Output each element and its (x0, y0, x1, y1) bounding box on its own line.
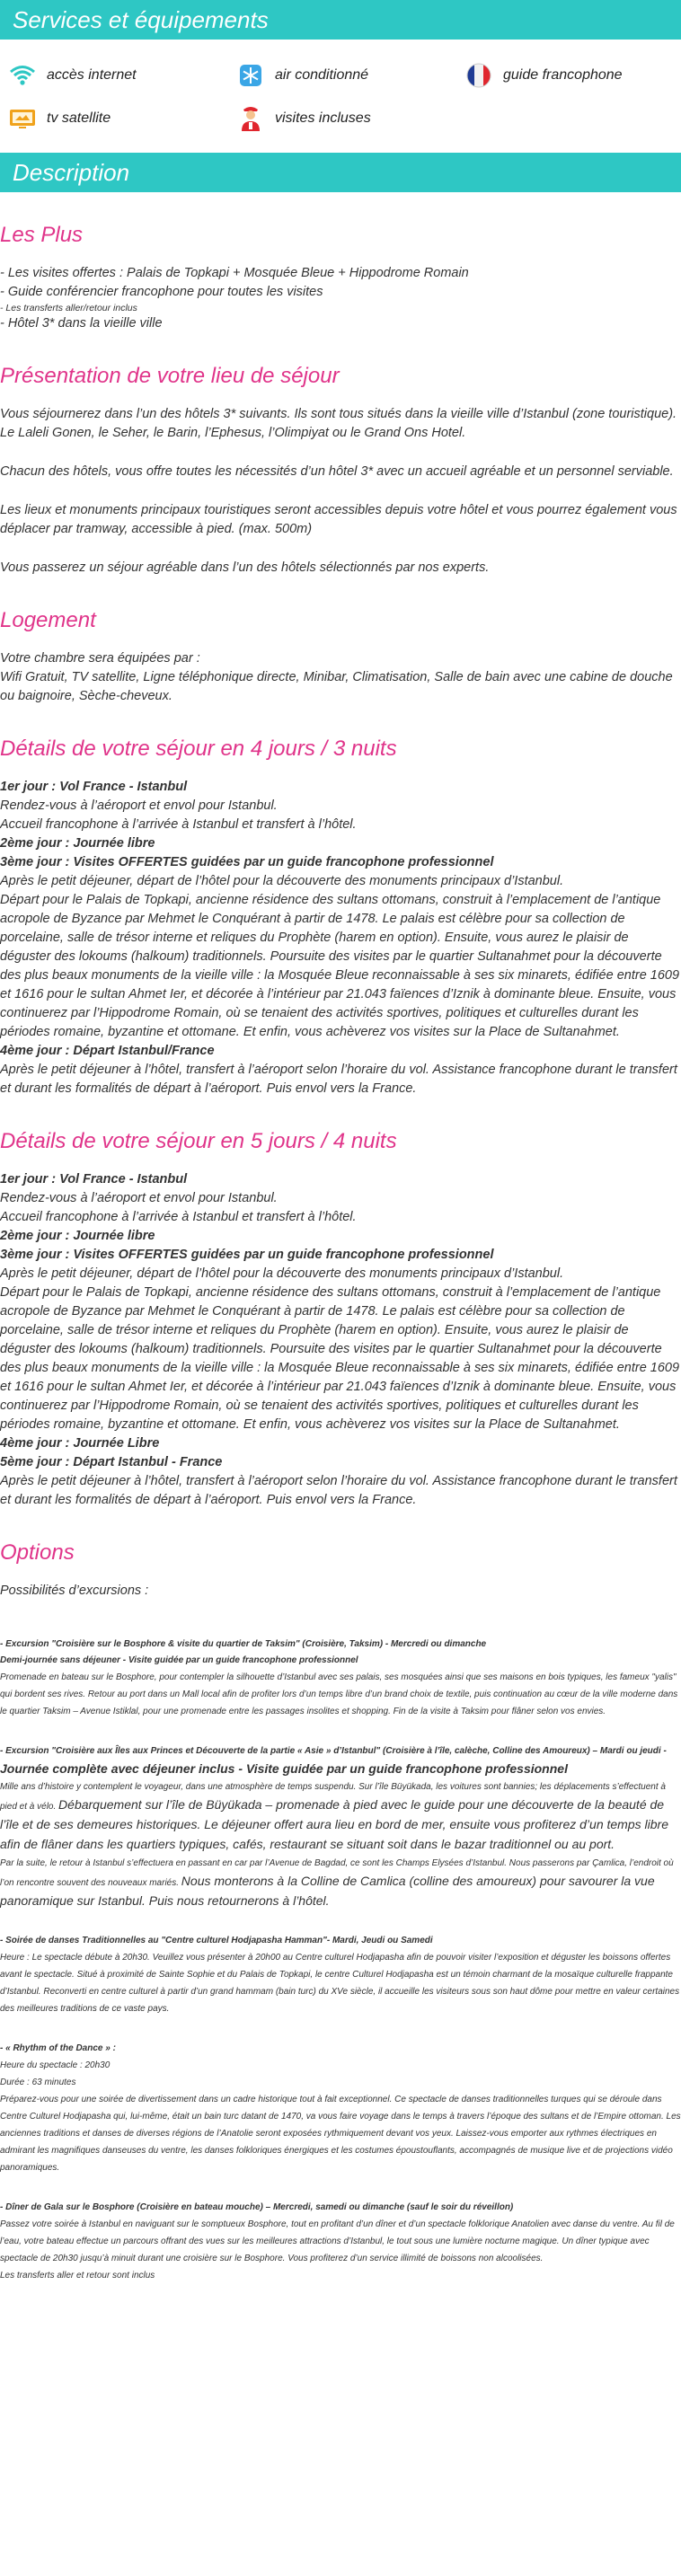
excursion-text-large: Débarquement sur l’île de Büyükada – promenade à pied avec le guide pour une découverte de la beauté de l’île et de ses demeures historiques. Le déjeuner offert aura lieu en bord de mer, ensuite vous profiterez d’un temps libre afin de flâner dans les quartiers typiques, cafés, restaurant se situant soit dans le bazar traditionnel ou au port. (0, 1797, 668, 1851)
excursion-iles-princes (0, 1743, 681, 1911)
excursion-diner-bosphore (0, 2200, 681, 2284)
options-intro: Possibilités d’excursions : (0, 1584, 149, 1598)
excursion-text (0, 1778, 681, 1855)
day-title: 2ème jour : Journée libre (0, 1229, 155, 1243)
day-text: Rendez-vous à l’aéroport et envol pour Istanbul. (0, 1191, 278, 1205)
day-text: Départ pour le Palais de Topkapi, ancienne résidence des sultans ottomans, construit à l’emplacement de l’antique acropole de Byzance par Mehmet le Conquérant à partir de 1478. Le palais est célèbre pour sa collection de porcelaine, salle de trésor interne et reliques du Prophète (harem en option). Ensuite, vous aurez le plaisir de déguster des lokoums (halkoum) traditionnels. Poursuite des visites par le quartier Sultanahmet pour la découverte des plus beaux monuments de la vieille ville : la Mosquée Bleue reconnaissable à ses six minarets, édifiée entre 1609 et 1616 pour le sultan Ahmet Ier, et décorée à l’intérieur par 21.043 faïences d’Iznik à dominante bleue. Ensuite, vous continuerez par l’Hippodrome Romain, où se tenaient des activités sportives, politiques et culturelles durant les périodes romaine, byzantine et ottomane. Et enfin, vous achèverez vos visites sur la Place de Sultanahmet. (0, 1285, 680, 1432)
excursion-detail: Heure du spectacle : 20h30 (0, 2060, 111, 2070)
section-title-logement: Logement (0, 608, 96, 632)
day-title: 1er jour : Vol France - Istanbul (0, 1172, 188, 1187)
day-title: 4ème jour : Journée Libre (0, 1436, 160, 1451)
excursion-rhythm-dance (0, 2041, 681, 2176)
tv-icon (7, 103, 38, 134)
logement-paragraph: Votre chambre sera équipées par : (0, 651, 200, 666)
day-text: Après le petit déjeuner, départ de l’hôtel pour la découverte des monuments principaux d’Istanbul. (0, 1266, 564, 1281)
excursion-text-large: Nous monterons à la Colline de Camlica (colline des amoureux) pour savourer la vue panoramique sur Istanbul. Puis nous retournerons à l’hôtel. (0, 1874, 655, 1908)
section-title-sejour-5j: Détails de votre séjour en 5 jours / 4 nuits (0, 1129, 397, 1153)
presentation-paragraph: Le Laleli Gonen, le Seher, le Barin, l’Ephesus, l’Olimpiyat ou le Grand Ons Hotel. (0, 426, 466, 440)
day-title: 2ème jour : Journée libre (0, 836, 155, 851)
logement-paragraph: Wifi Gratuit, TV satellite, Ligne téléphonique directe, Minibar, Climatisation, Salle de bain avec une cabine de douche ou baignoire, Sèche-cheveux. (0, 670, 673, 703)
presentation-paragraph: Vous passerez un séjour agréable dans l’un des hôtels sélectionnés par nos experts. (0, 560, 490, 575)
service-tv (7, 97, 235, 140)
service-internet (7, 54, 235, 97)
day-text: Après le petit déjeuner à l’hôtel, transfert à l’aéroport selon l’horaire du vol. Assistance francophone durant le transfert et durant les formalités de départ à l’aéroport. Puis envol vers la France. (0, 1063, 677, 1096)
excursion-title: - « Rhythm of the Dance » : (0, 2043, 116, 2053)
excursion-subtitle: Journée complète avec déjeuner inclus - Visite guidée par un guide francophone professionnel (0, 1761, 568, 1776)
excursion-title: - Excursion "Croisière aux Îles aux Princes et Découverte de la partie « Asie » d’Istanbul" (Croisière à l’île, calèche, Colline des Amoureux) – Mardi ou jeudi - (0, 1746, 667, 1756)
services-grid (0, 40, 681, 140)
presentation-paragraph: Chacun des hôtels, vous offre toutes les nécessités d’un hôtel 3* avec un accueil agréable et un personnel serviable. (0, 464, 674, 479)
wifi-icon (7, 60, 38, 91)
snowflake-icon (235, 60, 266, 91)
les-plus-line: - Les transferts aller/retour inclus (0, 303, 137, 313)
excursion-note: Les transferts aller et retour sont inclus (0, 2271, 155, 2280)
les-plus-line: - Les visites offertes : Palais de Topkapi + Mosquée Bleue + Hippodrome Romain (0, 266, 469, 280)
presentation-paragraph: Vous séjournerez dans l’un des hôtels 3* suivants. Ils sont tous situés dans la vieille ville d’Istanbul (zone touristique). (0, 407, 677, 421)
section-title-options: Options (0, 1540, 75, 1565)
day-title: 1er jour : Vol France - Istanbul (0, 780, 188, 794)
section-title-presentation: Présentation de votre lieu de séjour (0, 364, 340, 388)
day-title: 3ème jour : Visites OFFERTES guidées par un guide francophone professionnel (0, 855, 494, 869)
excursion-text: Promenade en bateau sur le Bosphore, pour contempler la silhouette d’Istanbul avec ses palais, ses mosquées ainsi que ses maisons en bois typiques, les fameux "yalis" qui bordent ses rives. Retour au port dans un Mall local afin de profiter lors d’un temps libre d’un brand choix de textile, puis continuation au cœur de la ville moderne dans le quartier Taksim – Avenue Istiklal, pour une promenade entre les passages insolites et shopping. Fin de la visite à Taksim pour flâner selon vos envies. (0, 1672, 678, 1716)
guide-person-icon (235, 103, 266, 134)
service-label: tv satellite (47, 110, 111, 126)
day-title: 5ème jour : Départ Istanbul - France (0, 1455, 223, 1469)
excursion-text-small: Par la suite, le retour à Istanbul s’effectuera en passant en car par l’Avenue de Bagdad, ce sont les Champs Elysées d’Istanbul. Nous passerons par Çamlica, l’endroit où l’on rencontre souvent des nouveaux mariés. (0, 1858, 674, 1888)
excursion-text: Heure : Le spectacle débute à 20h30. Veuillez vous présenter à 20h00 au Centre culturel Hodjapasha afin de pouvoir visiter l’exposition et déguster les boissons offertes avant le spectacle. Situé à proximité de Sainte Sophie et du Palais de Topkapi, le centre Culturel Hodjapasha est un témoin charmant de la mosaïque culturelle frappante d’Istanbul. Reconverti en centre culturel à partir d’un grand hammam (bain turc) du XVe siècle, il accueille les visiteurs sous son haut dôme pour mettre en valeur certaines des meilleures traditions de ce vaste pays. (0, 1953, 680, 2014)
service-label: air conditionné (275, 67, 369, 83)
service-label: guide francophone (503, 67, 623, 83)
excursion-text: Préparez-vous pour une soirée de divertissement dans un cadre historique tout à fait exceptionnel. Ce spectacle de danses traditionnelles turques qui se déroule dans Centre Culturel Hodjapasha qui, lui-même, était un bain turc datant de 1470, va vous faire voyage dans le temps à travers l’époque des sultans et de l’Empire ottoman. Les anciennes traditions et danses de diverses régions de l’Anatolie seront exposées rythmiquement devant vos yeux. Laissez-vous emporter aux rythmes électriques en admirant les magnifiques danseuses du ventre, les danses folkloriques énergiques et les costumes époustouflants, accompagnés de musique live et de projections vidéo panoramiques. (0, 2095, 681, 2173)
excursion-text: Passez votre soirée à Istanbul en naviguant sur le somptueux Bosphore, tout en profitant d’un dîner et d’un spectacle folklorique Anatolien avec danse du ventre. Au fil de l’eau, votre bateau effectue un parcours offrant des vues sur les meilleures attractions d’Istanbul, le tout sous une lumière nocturne magique. Un dîner typique avec spectacle de 20h30 jusqu’à minuit durant une croisière sur le Bosphore. Vous profiterez d’un service illimité de boissons non alcoolisées. (0, 2219, 675, 2263)
excursion-danses-hodjapasha (0, 1933, 681, 2017)
excursion-title: - Dîner de Gala sur le Bosphore (Croisière en bateau mouche) – Mercredi, samedi ou dimanche (sauf le soir du réveillon) (0, 2202, 514, 2212)
day-text: Rendez-vous à l’aéroport et envol pour Istanbul. (0, 798, 278, 813)
presentation-paragraph: Les lieux et monuments principaux touristiques seront accessibles depuis votre hôtel et vous pourrez également vous déplacer par tramway, accessible à pied. (max. 500m) (0, 503, 677, 536)
excursion-title: - Soirée de danses Traditionnelles au "Centre culturel Hodjapasha Hamman"- Mardi, Jeudi ou Samedi (0, 1936, 433, 1945)
description-content (0, 223, 681, 2284)
les-plus-line: - Hôtel 3* dans la vieille ville (0, 316, 163, 331)
day-text: Départ pour le Palais de Topkapi, ancienne résidence des sultans ottomans, construit à l’emplacement de l’antique acropole de Byzance par Mehmet le Conquérant à partir de 1478. Le palais est célèbre pour sa collection de porcelaine, salle de trésor interne et reliques du Prophète (harem en option). Ensuite, vous aurez le plaisir de déguster des lokoums (halkoum) traditionnels. Poursuite des visites par le quartier Sultanahmet pour la découverte des plus beaux monuments de la vieille ville : la Mosquée Bleue reconnaissable à ses six minarets, édifiée entre 1609 et 1616 pour le sultan Ahmet Ier, et décorée à l’intérieur par 21.043 faïences d’Iznik à dominante bleue. Ensuite, vous continuerez par l’Hippodrome Romain, où se tenaient des activités sportives, politiques et culturelles durant les périodes romaine, byzantine et ottomane. Et enfin, vous achèverez vos visites sur la Place de Sultanahmet. (0, 893, 680, 1039)
excursion-subtitle: Demi-journée sans déjeuner - Visite guidée par un guide francophone professionnel (0, 1655, 358, 1665)
service-ac (235, 54, 464, 97)
day-title: 3ème jour : Visites OFFERTES guidées par un guide francophone professionnel (0, 1248, 494, 1262)
service-label: visites incluses (275, 110, 371, 126)
service-label: accès internet (47, 67, 137, 83)
service-visits (235, 97, 464, 140)
section-title-les-plus: Les Plus (0, 223, 84, 247)
description-header-band: Description (0, 153, 681, 192)
services-header-band: Services et équipements (0, 0, 681, 40)
excursion-croisiere-taksim (0, 1636, 681, 1720)
les-plus-line: - Guide conférencier francophone pour toutes les visites (0, 285, 323, 299)
section-title-sejour-4j: Détails de votre séjour en 4 jours / 3 nuits (0, 737, 397, 761)
excursion-text (0, 1855, 681, 1911)
excursion-title: - Excursion "Croisière sur le Bosphore & visite du quartier de Taksim" (Croisière, Taksim) - Mercredi ou dimanche (0, 1639, 487, 1649)
day-title: 4ème jour : Départ Istanbul/France (0, 1044, 215, 1058)
excursion-text-small: Mille ans d’histoire y contemplent le voyageur, dans une atmosphère de temps suspendu. Sur l’île Büyükada, les voitures sont bannies; les déplacements s’effectuent à pied et à vélo. (0, 1782, 666, 1812)
day-text: Accueil francophone à l’arrivée à Istanbul et transfert à l’hôtel. (0, 1210, 357, 1224)
excursion-detail: Durée : 63 minutes (0, 2078, 76, 2087)
day-text: Accueil francophone à l’arrivée à Istanbul et transfert à l’hôtel. (0, 817, 357, 832)
day-text: Après le petit déjeuner, départ de l’hôtel pour la découverte des monuments principaux d’Istanbul. (0, 874, 564, 888)
day-text: Après le petit déjeuner à l’hôtel, transfert à l’aéroport selon l’horaire du vol. Assistance francophone durant le transfert et durant les formalités de départ à l’aéroport. Puis envol vers la France. (0, 1474, 677, 1507)
service-guide (464, 54, 681, 97)
french-flag-icon (464, 60, 494, 91)
